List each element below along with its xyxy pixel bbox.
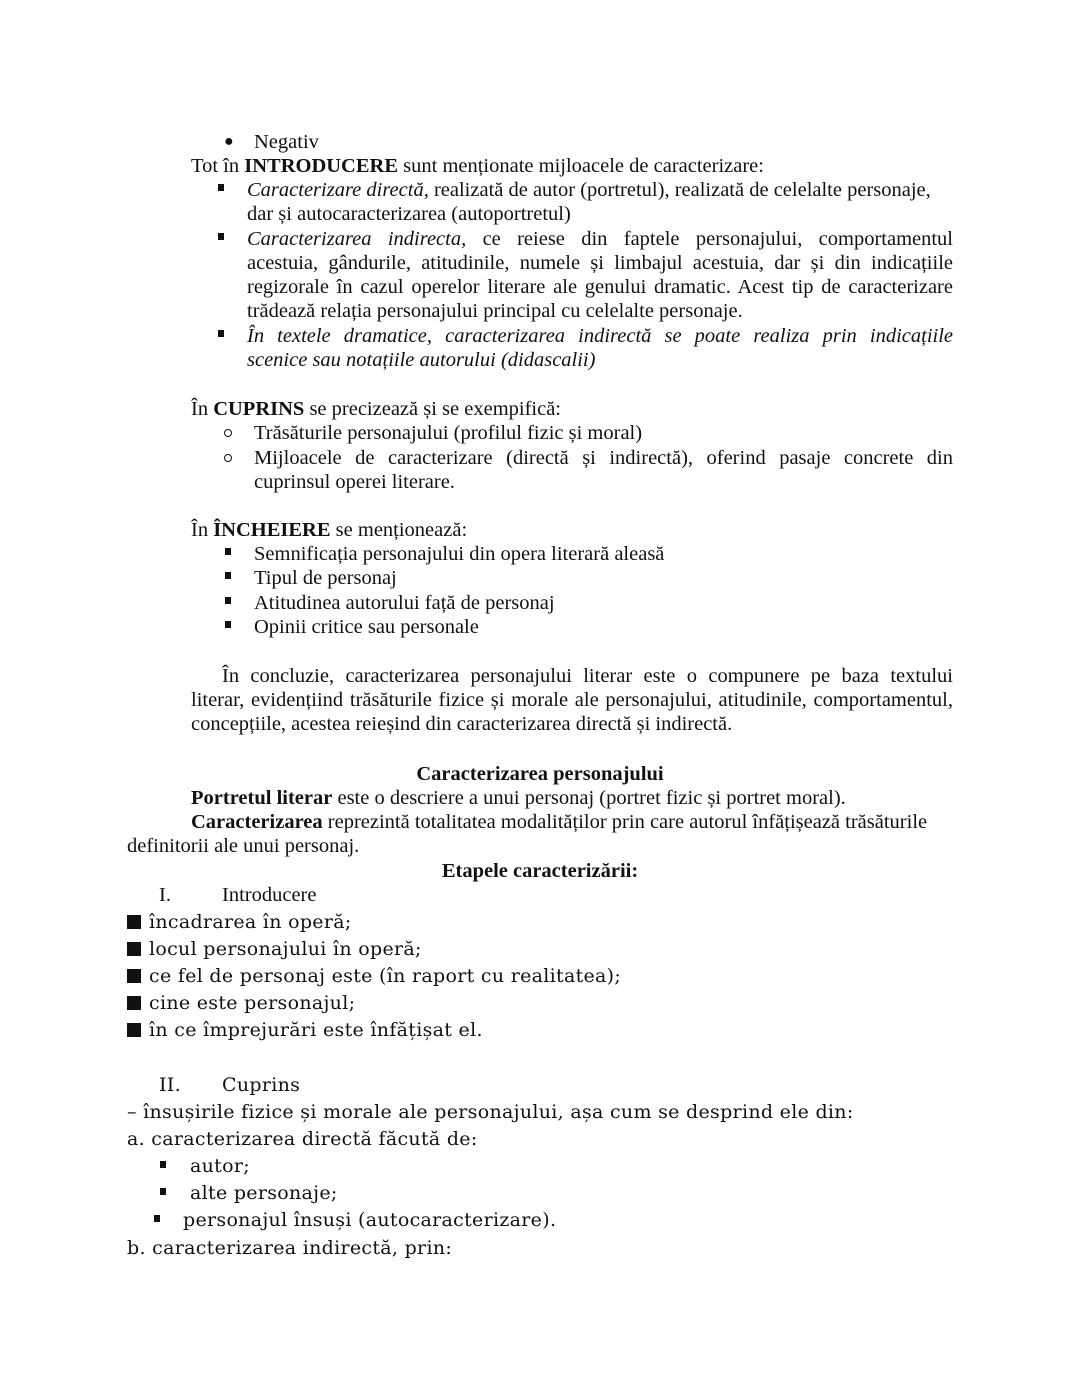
caracterizarea-line: definitorii ale unui personaj. <box>127 835 360 857</box>
list-item-text: scenice sau notațiile autorului (didascalii) <box>247 349 596 371</box>
concluzie-line: concepțiile, acestea reieșind din caracterizarea directă și indirectă. <box>191 713 733 735</box>
incheiere-heading: În ÎNCHEIERE se menționează: <box>191 519 468 541</box>
list-item-mijloace: Mijloacele de caracterizare (directă și indirectă), oferind pasaje concrete din <box>254 447 953 469</box>
list-item-dramatice: În textele dramatice, caracterizarea indirectă se poate realiza prin indicațiile <box>247 325 953 347</box>
stage-lead: – însușirile fizice și morale ale personajului, așa cum se desprind ele din: <box>127 1101 854 1123</box>
caracterizarea-paragraph: Caracterizarea reprezintă totalitatea modalităților prin care autorul înfățișează trăsăturile <box>191 811 928 833</box>
square-bullet-icon <box>127 1023 141 1037</box>
list-item: ce fel de personaj este (în raport cu realitatea); <box>149 965 622 987</box>
list-item: în ce împrejurări este înfățișat el. <box>149 1019 483 1041</box>
cuprins-heading: În CUPRINS se precizează și se exempifică: <box>191 398 561 420</box>
list-item: alte personaje; <box>190 1182 338 1204</box>
square-bullet-icon <box>225 548 231 555</box>
square-bullet-icon <box>127 996 141 1010</box>
sub-label-a: a. caracterizarea directă făcută de: <box>127 1128 478 1150</box>
list-item-trasaturi: Trăsăturile personajului (profilul fizic și moral) <box>254 422 643 444</box>
circle-bullet-icon <box>224 429 232 437</box>
list-item-negativ: Negativ <box>254 131 319 153</box>
list-item-directa: Caracterizare directă, realizată de autor (portretul), realizată de celelalte personaje, <box>247 179 931 201</box>
concluzie-paragraph: În concluzie, caracterizarea personajului literar este o compunere pe baza textului <box>222 665 953 687</box>
square-bullet-icon <box>225 597 231 604</box>
list-item-semnificatia: Semnificația personajului din opera literară aleasă <box>254 543 665 565</box>
sub-label-b: b. caracterizarea indirectă, prin: <box>127 1237 453 1259</box>
introducere-keyword: INTRODUCERE <box>244 155 399 177</box>
square-bullet-icon <box>154 1215 160 1222</box>
circle-bullet-icon <box>224 454 232 462</box>
square-bullet-icon <box>127 969 141 983</box>
introducere-heading: Tot în INTRODUCERE sunt menționate mijloacele de caracterizare: <box>191 155 764 177</box>
etape-title: Etapele caracterizării: <box>441 860 639 882</box>
square-bullet-icon <box>127 942 141 956</box>
list-item-indirecta: Caracterizarea indirecta, ce reiese din faptele personajului, comportamentul <box>247 228 953 250</box>
list-item-text: cuprinsul operei literare. <box>254 471 455 493</box>
stage-label: Cuprins <box>222 1074 301 1096</box>
square-bullet-icon <box>160 1188 166 1195</box>
list-item: cine este personajul; <box>149 992 356 1014</box>
square-bullet-icon <box>225 621 231 628</box>
list-item-tipul: Tipul de personaj <box>254 567 397 589</box>
list-item: autor; <box>190 1155 250 1177</box>
stage-numeral: I. <box>159 884 171 906</box>
list-item-text: dar și autocaracterizarea (autoportretul) <box>247 203 571 225</box>
portret-paragraph: Portretul literar este o descriere a unui personaj (portret fizic și portret moral). <box>191 787 846 809</box>
list-item-atitudinea: Atitudinea autorului față de personaj <box>254 592 555 614</box>
square-bullet-icon <box>218 184 224 191</box>
incheiere-keyword: ÎNCHEIERE <box>213 519 331 541</box>
square-bullet-icon <box>225 572 231 579</box>
stage-label: Introducere <box>222 884 317 906</box>
list-item-text: regizorale în cazul operelor literare ale genului dramatic. Acest tip de caracterizare <box>247 276 953 298</box>
concluzie-line: literar, evidențiind trăsăturile fizice și morale ale personajului, atitudinile, comportamentul, <box>191 689 953 711</box>
cuprins-keyword: CUPRINS <box>213 398 305 420</box>
list-item: încadrarea în operă; <box>149 911 352 933</box>
list-item: locul personajului în operă; <box>149 938 422 960</box>
list-item-text: acestuia, gândurile, atitudinile, numele și limbajul acestuia, dar și din indicațiile <box>247 252 953 274</box>
stage-numeral: II. <box>159 1074 181 1096</box>
bullet-dot-icon: ● <box>224 133 234 150</box>
section-title: Caracterizarea personajului <box>416 763 664 785</box>
list-item-text: trădează relația personajului principal cu celelalte personaje. <box>247 300 743 322</box>
square-bullet-icon <box>127 915 141 929</box>
list-item-opinii: Opinii critice sau personale <box>254 616 479 638</box>
list-item: personajul însuși (autocaracterizare). <box>183 1209 557 1231</box>
square-bullet-icon <box>160 1161 166 1168</box>
square-bullet-icon <box>218 233 224 240</box>
square-bullet-icon <box>218 330 224 337</box>
